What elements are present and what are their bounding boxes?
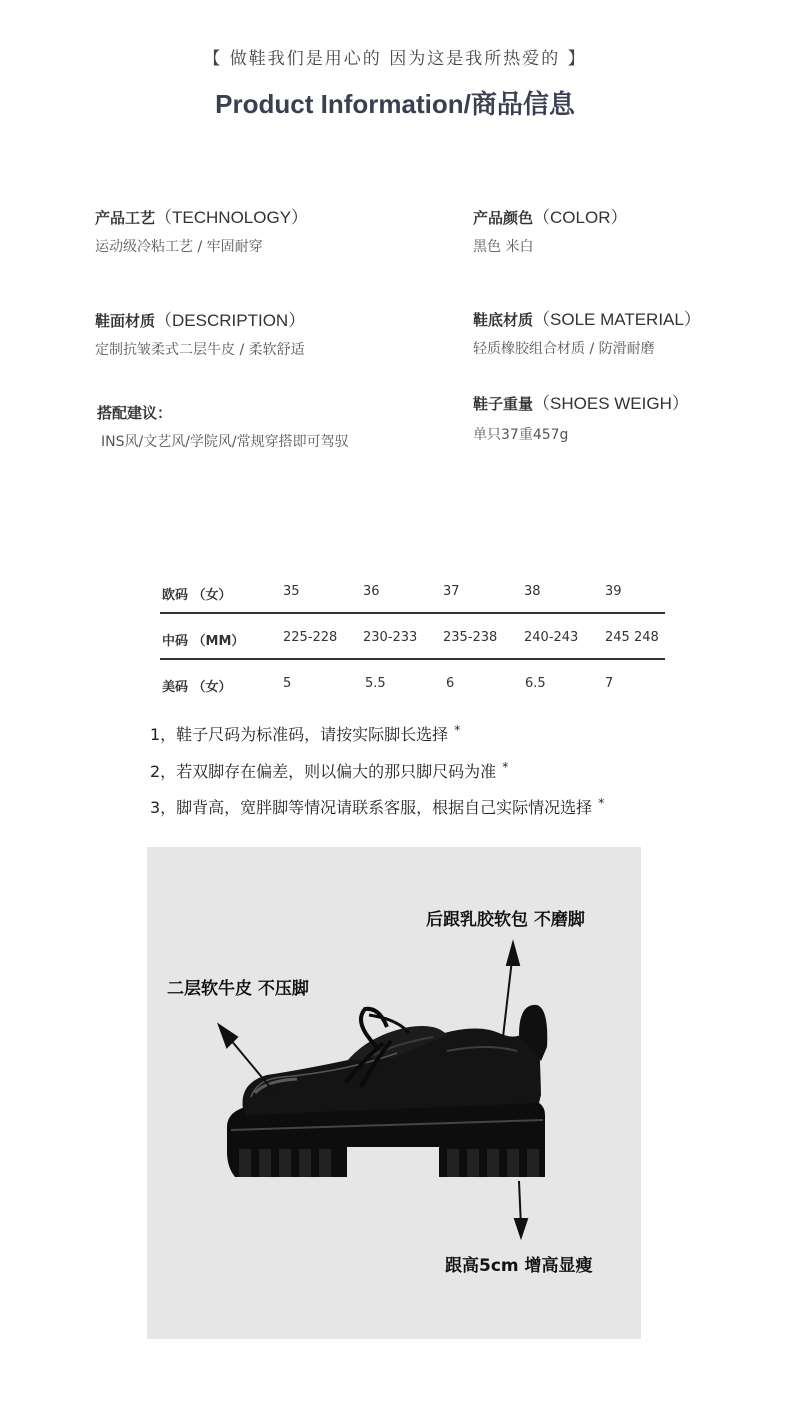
- size-row-us: [160, 672, 665, 696]
- size-cell: 235-238: [443, 630, 498, 645]
- size-row-label: 美码 （女）: [162, 680, 232, 695]
- info-upper-material: [95, 306, 305, 359]
- info-label: 产品工艺（TECHNOLOGY）: [95, 208, 309, 227]
- size-note-2: 2，若双脚存在偏差，则以偏大的那只脚尺码为准 *: [150, 759, 509, 781]
- callout-sole: 跟高5cm 增高显瘦: [445, 1256, 593, 1276]
- info-label: 产品颜色（COLOR）: [473, 208, 628, 227]
- size-row-eu: [160, 580, 665, 604]
- size-cell: 230-233: [363, 630, 418, 645]
- table-divider: [160, 612, 665, 614]
- size-cell: 225-228: [283, 630, 338, 645]
- size-cell: 5: [283, 676, 292, 691]
- info-value: 单只37重457g: [473, 427, 569, 443]
- note-asterisk: *: [502, 759, 509, 774]
- product-photo: [147, 847, 641, 1339]
- size-row-cn: [160, 626, 665, 650]
- info-weight: [473, 389, 689, 444]
- header-tagline: 【 做鞋我们是用心的 因为这是我所热爱的 】: [203, 49, 587, 69]
- size-row-label: 中码 （MM）: [162, 634, 245, 649]
- info-value: 黑色 米白: [473, 239, 534, 255]
- size-cell: 245 248: [605, 630, 659, 645]
- size-row-label: 欧码 （女）: [162, 588, 232, 603]
- info-color: [473, 203, 627, 256]
- info-value: 运动级冷粘工艺 / 牢固耐穿: [95, 239, 263, 255]
- callout-leather: 二层软牛皮 不压脚: [167, 979, 309, 999]
- size-cell: 35: [283, 584, 300, 599]
- note-asterisk: *: [598, 795, 605, 810]
- callout-heel: 后跟乳胶软包 不磨脚: [426, 910, 585, 930]
- size-cell: 39: [605, 584, 622, 599]
- page-title: Product Information/商品信息: [215, 89, 575, 119]
- info-technology: [95, 203, 308, 256]
- info-sole-material: [473, 305, 701, 358]
- note-asterisk: *: [454, 722, 461, 737]
- size-cell: 5.5: [365, 676, 386, 691]
- table-divider: [160, 658, 665, 660]
- info-value: INS风/文艺风/学院风/常规穿搭即可驾驭: [101, 434, 349, 450]
- size-table: [160, 580, 665, 696]
- info-label: 鞋底材质（SOLE MATERIAL）: [473, 310, 701, 329]
- info-label: 搭配建议：: [97, 404, 173, 422]
- info-value: 定制抗皱柔式二层牛皮 / 柔软舒适: [95, 342, 305, 358]
- size-cell: 36: [363, 584, 380, 599]
- info-value: 轻质橡胶组合材质 / 防滑耐磨: [473, 341, 655, 357]
- size-cell: 6.5: [525, 676, 546, 691]
- info-styling: [97, 402, 349, 451]
- size-cell: 37: [443, 584, 460, 599]
- size-cell: 240-243: [524, 630, 579, 645]
- size-note-3: 3，脚背高，宽胖脚等情况请联系客服，根据自己实际情况选择 *: [150, 795, 605, 817]
- size-cell: 7: [605, 676, 614, 691]
- size-cell: 38: [524, 584, 541, 599]
- size-cell: 6: [446, 676, 455, 691]
- size-note-1: 1，鞋子尺码为标准码，请按实际脚长选择 *: [150, 722, 461, 744]
- info-label: 鞋子重量（SHOES WEIGH）: [473, 394, 689, 413]
- info-label: 鞋面材质（DESCRIPTION）: [95, 311, 306, 330]
